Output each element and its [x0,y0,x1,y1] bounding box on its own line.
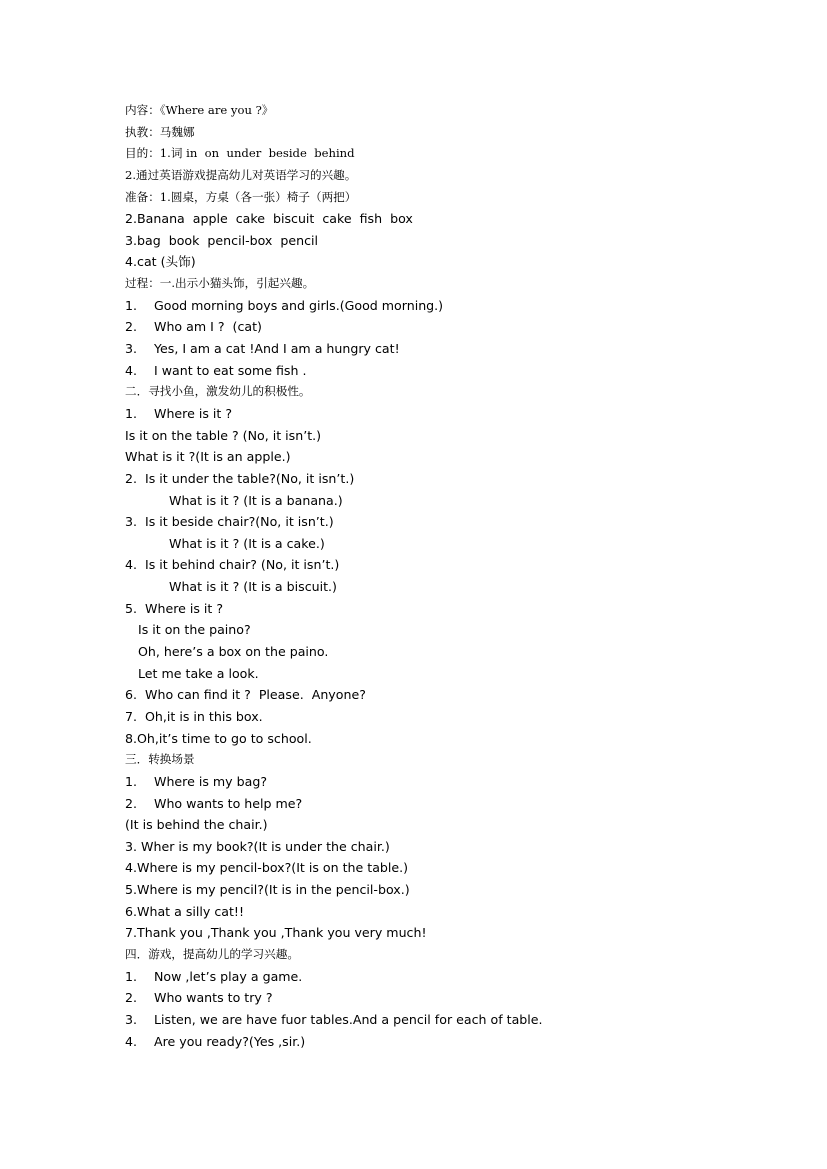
text-line: (It is behind the chair.) [125,817,268,833]
text-line: 3. Is it beside chair?(No, it isn’t.) [125,514,334,530]
text-line: What is it ? (It is a banana.) [169,492,343,508]
text-line: 8.Oh,it’s time to go to school. [125,730,312,746]
list-number: 2. [125,990,138,1006]
list-item [125,338,745,360]
text-line: 6.What a silly cat!! [125,903,245,919]
text-line: What is it ? (It is a cake.) [169,535,325,551]
list-number: 1. [125,773,138,789]
prep-line-3: 3.bag book pencil-box pencil [125,232,319,248]
text-line: Let me take a look. [138,665,259,681]
list-number: 4. [125,362,138,378]
text-line: 4.Where is my pencil-box?(It is on the table.) [125,860,409,876]
text-line: Is it on the paino? [138,622,251,638]
list-text: Are you ready?(Yes ,sir.) [154,1033,306,1049]
goal-line-1: 目的：1.词 in on under beside behind [125,146,355,161]
text-line: Is it on the table ? (No, it isn’t.) [125,427,322,443]
list-item [125,316,745,338]
list-item [125,771,745,793]
text-line: 7. Oh,it is in this box. [125,708,263,724]
list-number: 3. [125,341,138,357]
list-item [125,360,745,382]
list-text: Who wants to try ? [154,990,273,1006]
prep-line-4: 4.cat (头饰) [125,254,196,270]
section-3-title: 三．转换场景 [125,752,195,767]
content-title-line: 内容：《Where are you ?》 [125,103,274,117]
list-item [125,987,745,1009]
text-line: 5. Where is it ? [125,600,224,616]
list-text: Yes, I am a cat !And I am a hungry cat! [154,341,400,357]
list-text: Listen, we are have fuor tables.And a pencil for each of table. [154,1011,543,1027]
list-text: Now ,let’s play a game. [154,968,303,984]
list-item [125,793,745,815]
text-line: 4. Is it behind chair? (No, it isn’t.) [125,557,340,573]
goal-line-2: 2.通过英语游戏提高幼儿对英语学习的兴趣。 [125,167,357,182]
list-number: 2. [125,795,138,811]
section-4-title: 四．游戏，提高幼儿的学习兴趣。 [125,946,299,961]
list-text: I want to eat some fish . [154,362,307,378]
list-item [125,295,745,317]
text-line: 3. Wher is my book?(It is under the chair.) [125,838,390,854]
text-line: 2. Is it under the table?(No, it isn’t.) [125,470,355,486]
list-text: Where is it ? [154,405,233,421]
list-number: 1. [125,297,138,313]
list-text: Where is my bag? [154,773,268,789]
list-item [125,966,745,988]
prep-line-1: 准备：1.圆桌，方桌（各一张）椅子（两把） [125,189,357,204]
list-text: Good morning boys and girls.(Good morning.) [154,297,444,313]
list-item [125,403,745,425]
text-line: Oh, here’s a box on the paino. [138,644,329,660]
document-body [125,100,745,1052]
text-line: 6. Who can find it ? Please. Anyone? [125,687,366,703]
text-line: What is it ?(It is an apple.) [125,449,291,465]
list-item [125,1031,745,1053]
text-line: 7.Thank you ,Thank you ,Thank you very much! [125,925,427,941]
list-number: 2. [125,319,138,335]
list-text: Who wants to help me? [154,795,303,811]
prep-line-2: 2.Banana apple cake biscuit cake fish box [125,211,413,227]
list-number: 4. [125,1033,138,1049]
list-number: 1. [125,968,138,984]
teacher-line: 执教：马魏娜 [125,124,195,139]
section-1-title: 过程：一.出示小猫头饰，引起兴趣。 [125,276,315,291]
text-line: What is it ? (It is a biscuit.) [169,579,337,595]
text-line: 5.Where is my pencil?(It is in the pencil-box.) [125,882,410,898]
list-text: Who am I ? (cat) [154,319,262,335]
list-number: 3. [125,1011,138,1027]
list-item [125,1009,745,1031]
section-2-title: 二．寻找小鱼，激发幼儿的积极性。 [125,384,311,399]
list-number: 1. [125,405,138,421]
